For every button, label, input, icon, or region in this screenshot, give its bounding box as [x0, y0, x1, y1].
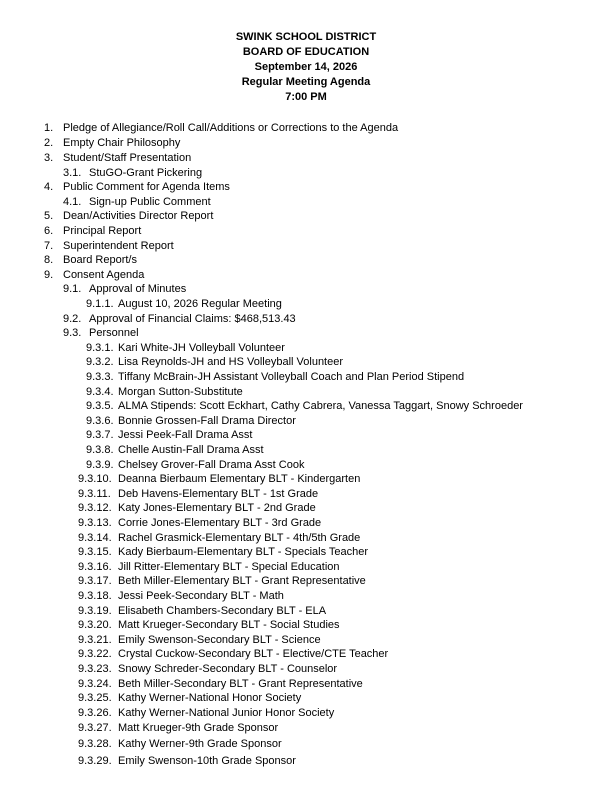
- agenda-item: [0, 545, 612, 560]
- agenda-item-number: 9.3.21.: [78, 634, 112, 646]
- agenda-item-text: Approval of Minutes: [89, 283, 187, 295]
- agenda-item-number: 9.3.19.: [78, 605, 112, 617]
- agenda-item: [0, 370, 612, 385]
- agenda-item-text: Student/Staff Presentation: [63, 152, 192, 164]
- agenda-item-number: 9.3.18.: [78, 590, 112, 602]
- agenda-item: [0, 414, 612, 429]
- agenda-item-text: Sign-up Public Comment: [89, 196, 211, 208]
- agenda-item: [0, 472, 612, 487]
- agenda-item-text: Approval of Financial Claims: $468,513.43: [89, 313, 296, 325]
- agenda-header: [0, 30, 612, 105]
- agenda-item-text: Jessi Peek-Secondary BLT - Math: [118, 590, 284, 602]
- agenda-item-text: Kari White-JH Volleyball Volunteer: [118, 342, 285, 354]
- agenda-item-number: 9.3.12.: [78, 502, 112, 514]
- agenda-item-number: 9.1.: [63, 283, 82, 295]
- agenda-item: [0, 560, 612, 575]
- agenda-item-number: 9.3.17.: [78, 575, 112, 587]
- agenda-item: [0, 721, 612, 736]
- agenda-item-text: Beth Miller-Secondary BLT - Grant Representative: [118, 678, 363, 690]
- agenda-item: [0, 574, 612, 589]
- agenda-item: [0, 180, 612, 195]
- agenda-item-number: 9.3.22.: [78, 648, 112, 660]
- agenda-item: [0, 443, 612, 458]
- agenda-item-text: Public Comment for Agenda Items: [63, 181, 230, 193]
- agenda-item-text: Emily Swenson-10th Grade Sponsor: [118, 755, 296, 767]
- agenda-item-number: 9.3.15.: [78, 546, 112, 558]
- agenda-item-number: 7.: [44, 240, 54, 252]
- agenda-item-text: Elisabeth Chambers-Secondary BLT - ELA: [118, 605, 327, 617]
- agenda-item-text: Personnel: [89, 327, 139, 339]
- agenda-item: [0, 754, 612, 769]
- agenda-item-text: Morgan Sutton-Substitute: [118, 386, 243, 398]
- agenda-item-number: 9.3.3.: [86, 371, 114, 383]
- agenda-item: [0, 604, 612, 619]
- agenda-item-number: 9.3.7.: [86, 429, 114, 441]
- agenda-item-text: Kathy Werner-9th Grade Sponsor: [118, 738, 282, 750]
- agenda-item: [0, 647, 612, 662]
- agenda-item-text: Tiffany McBrain-JH Assistant Volleyball Coach and Plan Period Stipend: [118, 371, 465, 383]
- agenda-item-text: Consent Agenda: [63, 269, 145, 281]
- agenda-item-text: Kathy Werner-National Honor Society: [118, 692, 302, 704]
- agenda-item-text: Crystal Cuckow-Secondary BLT - Elective/CTE Teacher: [118, 648, 389, 660]
- agenda-item-number: 6.: [44, 225, 54, 237]
- agenda-item: [0, 516, 612, 531]
- agenda-item: [0, 618, 612, 633]
- agenda-item-number: 9.3.20.: [78, 619, 112, 631]
- agenda-item: [0, 136, 612, 151]
- agenda-item-number: 4.1.: [63, 196, 82, 208]
- agenda-item-number: 9.: [44, 269, 54, 281]
- agenda-item-text: Chelle Austin-Fall Drama Asst: [118, 444, 264, 456]
- agenda-item: [0, 458, 612, 473]
- agenda-item-number: 9.1.1.: [86, 298, 114, 310]
- agenda-item: [0, 253, 612, 268]
- agenda-item: [0, 589, 612, 604]
- agenda-item: [0, 282, 612, 297]
- agenda-item: [0, 737, 612, 752]
- agenda-item-text: Deb Havens-Elementary BLT - 1st Grade: [118, 488, 319, 500]
- agenda-item: [0, 501, 612, 516]
- agenda-item-number: 9.3.6.: [86, 415, 114, 427]
- agenda-item-number: 9.3.23.: [78, 663, 112, 675]
- agenda-item-text: Dean/Activities Director Report: [63, 210, 214, 222]
- agenda-item: [0, 121, 612, 136]
- agenda-item-number: 9.3.14.: [78, 532, 112, 544]
- agenda-item-number: 8.: [44, 254, 54, 266]
- agenda-item-text: StuGO-Grant Pickering: [89, 167, 203, 179]
- agenda-item: [0, 706, 612, 721]
- agenda-item-text: Superintendent Report: [63, 240, 174, 252]
- agenda-item: [0, 341, 612, 356]
- agenda-item: [0, 166, 612, 181]
- agenda-item-text: Board Report/s: [63, 254, 137, 266]
- agenda-item-text: Matt Krueger-Secondary BLT - Social Studies: [118, 619, 340, 631]
- agenda-item: [0, 224, 612, 239]
- agenda-item-text: Bonnie Grossen-Fall Drama Director: [118, 415, 296, 427]
- agenda-item-text: Jessi Peek-Fall Drama Asst: [118, 429, 253, 441]
- agenda-item-number: 9.3.4.: [86, 386, 114, 398]
- agenda-item-number: 9.3.25.: [78, 692, 112, 704]
- agenda-item: [0, 662, 612, 677]
- agenda-item-text: Emily Swenson-Secondary BLT - Science: [118, 634, 321, 646]
- agenda-item-number: 9.3.2.: [86, 356, 114, 368]
- agenda-item-text: Principal Report: [63, 225, 142, 237]
- agenda-item: [0, 239, 612, 254]
- district-name: SWINK SCHOOL DISTRICT: [235, 31, 377, 43]
- agenda-item-number: 9.3.26.: [78, 707, 112, 719]
- agenda-item: [0, 268, 612, 283]
- agenda-item-number: 9.3.1.: [86, 342, 114, 354]
- agenda-item-text: Rachel Grasmick-Elementary BLT - 4th/5th Grade: [118, 532, 361, 544]
- agenda-item: [0, 297, 612, 312]
- agenda-item-text: Katy Jones-Elementary BLT - 2nd Grade: [118, 502, 316, 514]
- agenda-item-text: ALMA Stipends: Scott Eckhart, Cathy Cabrera, Vanessa Taggart, Snowy Schroeder: [118, 400, 523, 412]
- agenda-item-number: 9.3.27.: [78, 722, 112, 734]
- agenda-item-text: Corrie Jones-Elementary BLT - 3rd Grade: [118, 517, 322, 529]
- agenda-item-number: 9.3.8.: [86, 444, 114, 456]
- agenda-item-text: Jill Ritter-Elementary BLT - Special Education: [118, 561, 340, 573]
- agenda-item: [0, 151, 612, 166]
- agenda-item-text: Lisa Reynolds-JH and HS Volleyball Volunteer: [118, 356, 344, 368]
- agenda-item-text: Matt Krueger-9th Grade Sponsor: [118, 722, 279, 734]
- agenda-item-number: 9.3.: [63, 327, 82, 339]
- agenda-item: [0, 531, 612, 546]
- agenda-item-number: 9.2.: [63, 313, 82, 325]
- agenda-item: [0, 312, 612, 327]
- agenda-item: [0, 385, 612, 400]
- agenda-item-text: Deanna Bierbaum Elementary BLT - Kindergarten: [118, 473, 361, 485]
- agenda-item-number: 4.: [44, 181, 54, 193]
- agenda-item-number: 9.3.28.: [78, 738, 112, 750]
- agenda-item-number: 9.3.29.: [78, 755, 112, 767]
- agenda-item-number: 1.: [44, 122, 54, 134]
- agenda-item-number: 9.3.11.: [78, 488, 111, 500]
- agenda-item-number: 5.: [44, 210, 54, 222]
- agenda-item: [0, 691, 612, 706]
- agenda-item: [0, 487, 612, 502]
- agenda-item-text: Chelsey Grover-Fall Drama Asst Cook: [118, 459, 305, 471]
- meeting-type: Regular Meeting Agenda: [241, 76, 371, 88]
- agenda-item: [0, 195, 612, 210]
- agenda-item-text: Kady Bierbaum-Elementary BLT - Specials Teacher: [118, 546, 369, 558]
- agenda-item-number: 9.3.5.: [86, 400, 114, 412]
- agenda-item-text: Empty Chair Philosophy: [63, 137, 181, 149]
- agenda-item: [0, 428, 612, 443]
- agenda-item: [0, 633, 612, 648]
- agenda-item-number: 9.3.9.: [86, 459, 114, 471]
- agenda-item: [0, 326, 612, 341]
- agenda-item: [0, 209, 612, 224]
- agenda-item-text: August 10, 2026 Regular Meeting: [118, 298, 282, 310]
- agenda-item-number: 3.1.: [63, 167, 82, 179]
- agenda-item-text: Beth Miller-Elementary BLT - Grant Representative: [118, 575, 366, 587]
- agenda-item-number: 9.3.13.: [78, 517, 112, 529]
- agenda-item-number: 9.3.16.: [78, 561, 112, 573]
- meeting-time: 7:00 PM: [285, 91, 327, 103]
- meeting-date: September 14, 2026: [254, 61, 358, 73]
- agenda-item: [0, 355, 612, 370]
- agenda-item-text: Pledge of Allegiance/Roll Call/Additions or Corrections to the Agenda: [63, 122, 399, 134]
- agenda-item-number: 9.3.24.: [78, 678, 112, 690]
- board-name: BOARD OF EDUCATION: [242, 46, 370, 58]
- agenda-item: [0, 677, 612, 692]
- agenda-item-number: 9.3.10.: [78, 473, 112, 485]
- agenda-item-number: 3.: [44, 152, 54, 164]
- agenda-item: [0, 399, 612, 414]
- agenda-item-text: Kathy Werner-National Junior Honor Society: [118, 707, 335, 719]
- agenda-item-text: Snowy Schreder-Secondary BLT - Counselor: [118, 663, 338, 675]
- agenda-item-number: 2.: [44, 137, 54, 149]
